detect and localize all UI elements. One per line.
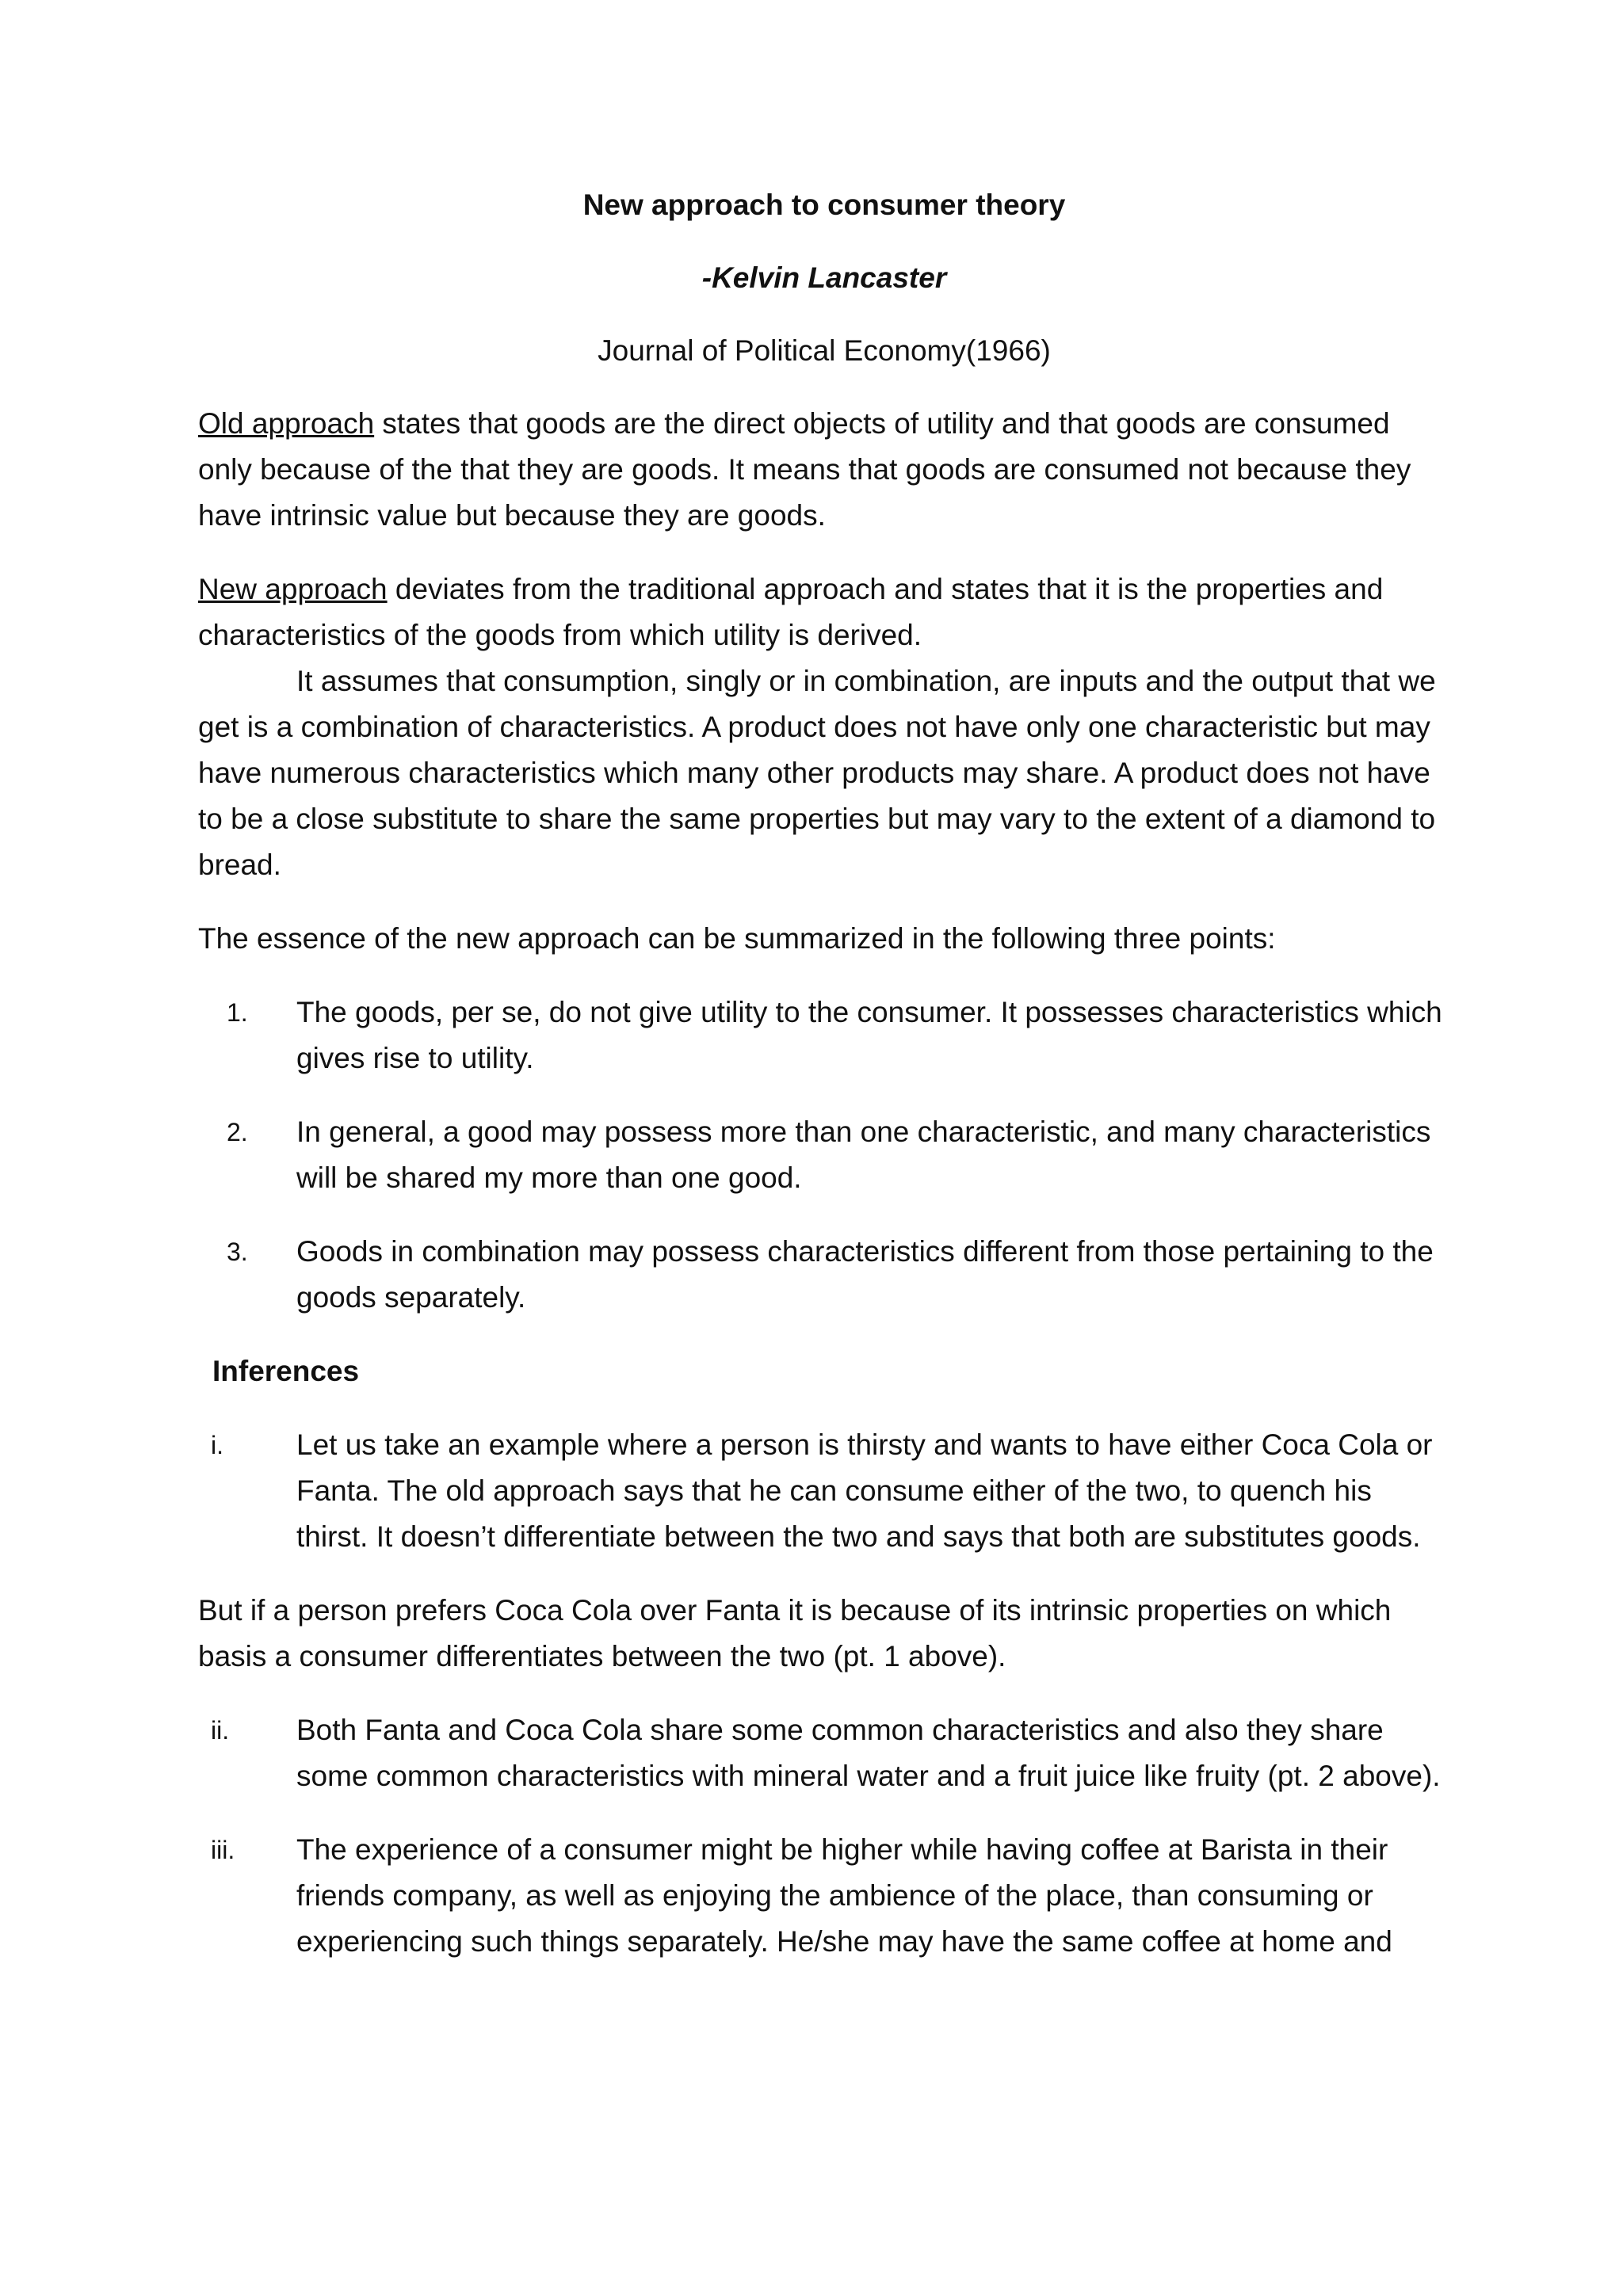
old-approach-paragraph: [198, 401, 1450, 539]
list-item-text: The experience of a consumer might be higher while having coffee at Barista in their friends company, as well as enjoying the ambience of the place, than consuming or experiencing such things separately. He/she may have the same coffee at home and: [296, 1833, 1392, 1958]
list-marker: 3.: [227, 1238, 248, 1266]
old-approach-label: Old approach: [198, 407, 375, 440]
list-item: [198, 1707, 1450, 1799]
list-marker: 1.: [227, 998, 248, 1027]
essence-intro: The essence of the new approach can be summarized in the following three points:: [198, 922, 1276, 955]
list-marker: ii.: [211, 1716, 230, 1745]
document-page: [198, 182, 1450, 1993]
list-item-text: Both Fanta and Coca Cola share some common characteristics and also they share some common characteristics with mineral water and a fruit juice like fruity (pt. 2 above).: [296, 1714, 1441, 1792]
new-approach-text: deviates from the traditional approach and states that it is the properties and characteristics of the goods from which utility is derived.: [198, 573, 1384, 651]
list-marker: iii.: [211, 1836, 235, 1864]
new-approach-assumption-paragraph: It assumes that consumption, singly or in combination, are inputs and the output that we get is a combination of characteristics. A product does not have only one characteristic but may have numerous characteristics which many other products may share. A product does not have to be a close substitute to share the same properties but may vary to the extent of a diamond to bread.: [198, 665, 1436, 881]
list-item-text: The goods, per se, do not give utility to the consumer. It possesses characteristics which gives rise to utility.: [296, 996, 1442, 1074]
list-item-text: In general, a good may possess more than one characteristic, and many characteristics will be shared my more than one good.: [296, 1116, 1431, 1194]
list-marker: 2.: [227, 1118, 248, 1146]
journal-citation: Journal of Political Economy(1966): [598, 334, 1051, 367]
coca-cola-preference-paragraph: But if a person prefers Coca Cola over Fanta it is because of its intrinsic properties on which basis a consumer differentiates between the two (pt. 1 above).: [198, 1594, 1392, 1672]
list-item: [198, 1422, 1450, 1560]
list-item: [198, 1827, 1450, 1965]
document-title: New approach to consumer theory: [582, 189, 1066, 221]
inferences-heading: Inferences: [212, 1355, 360, 1387]
list-item-text: Let us take an example where a person is thirsty and wants to have either Coca Cola or Fanta. The old approach says that he can consume either of the two, to quench his thirst. It doesn’t differentiate between the two and says that both are substitutes goods.: [296, 1428, 1433, 1553]
list-item: [198, 1109, 1450, 1201]
list-marker: i.: [211, 1431, 223, 1459]
new-approach-paragraph: [198, 566, 1450, 658]
author-line: -Kelvin Lancaster: [701, 261, 947, 294]
new-approach-label: New approach: [198, 573, 388, 605]
list-item-text: Goods in combination may possess characteristics different from those pertaining to the goods separately.: [296, 1235, 1434, 1314]
old-approach-text: states that goods are the direct objects of utility and that goods are consumed only because of the that they are goods. It means that goods are consumed not because they have intrinsic value but because they are goods.: [198, 407, 1411, 532]
list-item: [198, 1229, 1450, 1321]
list-item: [198, 990, 1450, 1081]
